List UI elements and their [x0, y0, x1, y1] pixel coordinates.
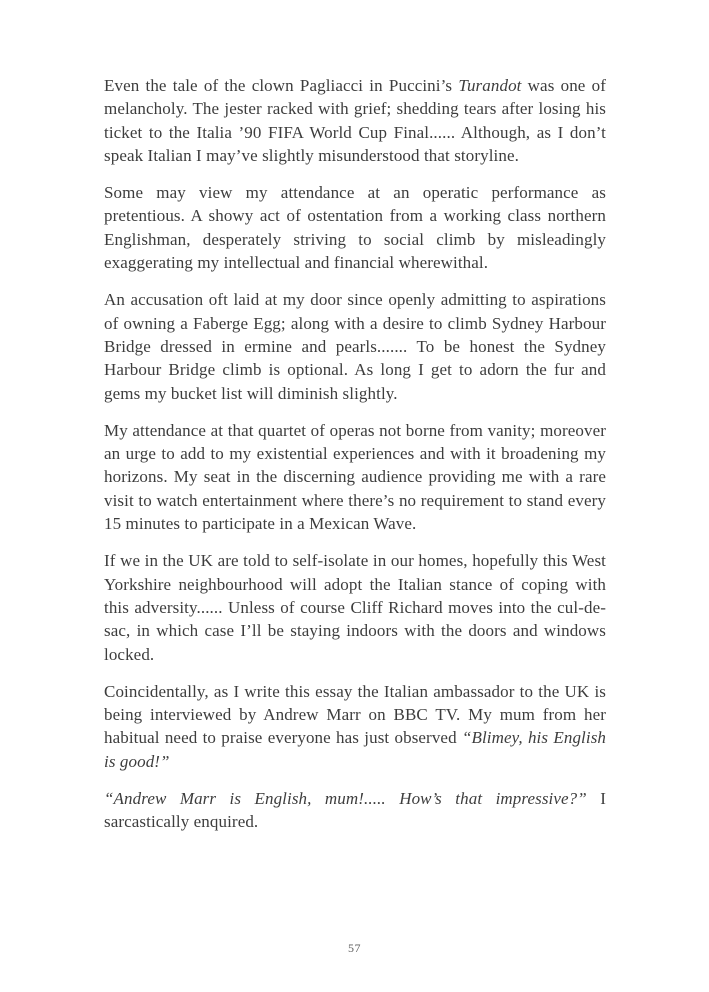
text-run: My attendance at that quartet of operas not borne from vanity; moreover an urge to add to my existential experiences and with it broadening my horizons. My seat in the discerning audience providing me with a rare visit to watch entertainment where there’s no requirement to stand every 15 minutes to participate in a Mexican Wave.	[104, 420, 606, 534]
paragraph-faberge	[104, 288, 606, 404]
text-run: Coincidentally, as I write this essay the Italian ambassador to the UK is being interviewed by Andrew Marr on BBC TV. My mum from her habitual need to praise everyone has just observed	[104, 681, 606, 748]
paragraph-attendance	[104, 419, 606, 535]
paragraph-andrew-marr	[104, 787, 606, 834]
text-run: Even the tale of the clown Pagliacci in Puccini’s	[104, 76, 459, 95]
text-run-italic: “Andrew Marr is English, mum!..... How’s that impressive?”	[104, 789, 587, 809]
text-run: If we in the UK are told to self-isolate in our homes, hopefully this West Yorkshire neighbourhood will adopt the Italian stance of coping with this adversity...... Unless of course Cliff Richard moves into the cul-de-sac, in which case I’ll be staying indoors with the doors and windows locked.	[104, 551, 606, 664]
paragraph-self-isolate	[104, 549, 606, 665]
text-run-italic: Turandot	[458, 76, 522, 95]
paragraph-pagliacci	[104, 74, 606, 167]
text-run-italic: “Blimey, his English is good!”	[104, 728, 607, 771]
paragraph-ambassador	[104, 680, 606, 773]
text-run: was one of melancholy. The jester racked with grief; shedding tears after losing his ticket to the Italia ’90 FIFA World Cup Final...... Although, as I don’t speak Italian I may’ve slightly misunderstood that storyline.	[104, 76, 606, 165]
text-run: An accusation oft laid at my door since openly admitting to aspirations of owning a Faberge Egg; along with a desire to climb Sydney Harbour Bridge dressed in ermine and pearls....... To be honest the Sydney Harbour Bridge climb is optional. As long I get to adorn the fur and gems my bucket list will diminish slightly.	[104, 290, 606, 403]
page-number: 57	[348, 941, 361, 955]
page-body-text	[104, 74, 606, 834]
paragraph-pretentious	[104, 181, 606, 274]
text-run: Some may view my attendance at an operatic performance as pretentious. A showy act of ostentation from a working class northern Englishman, desperately striving to social climb by misleadingly exaggerating my intellectual and financial wherewithal.	[104, 183, 606, 273]
text-run: I sarcastically enquired.	[104, 789, 606, 832]
